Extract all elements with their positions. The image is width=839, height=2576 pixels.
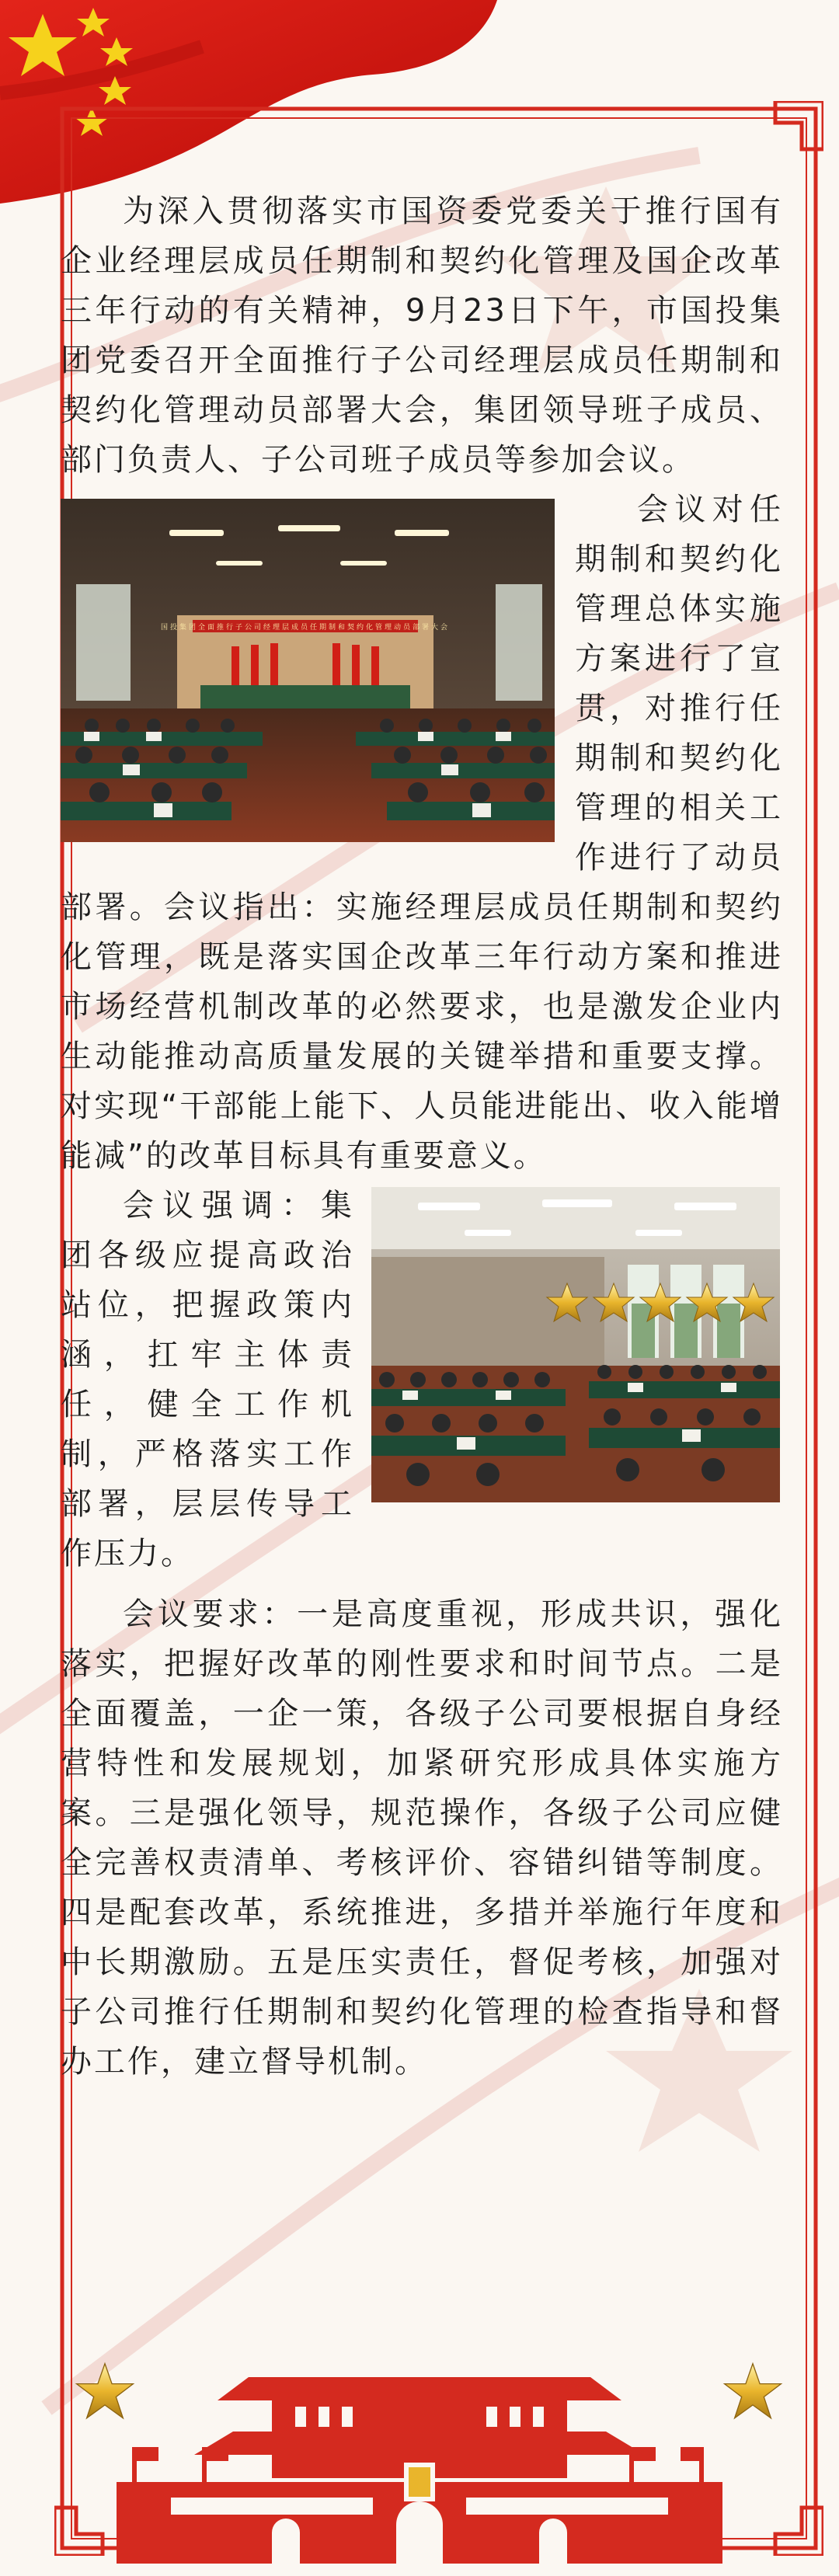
meeting-photo-2 (371, 1187, 780, 1502)
paragraph-emphasis: 会议强调：集团各级应提高政治站位，把握政策内涵，扛牢主体责任，健全工作机制，严格落实工作部署，层层传导工作压力。 (61, 1188, 354, 1572)
gold-stars-row (544, 1280, 777, 1327)
meeting-banner-text: 国投集团全面推行子公司经理层成员任期制和契约化管理动员部署大会 (160, 624, 451, 632)
star-icon (594, 1283, 634, 1321)
meeting-photo-1 (61, 499, 555, 842)
star-icon (733, 1283, 774, 1321)
paragraph-intro: 为深入贯彻落实市国资委党委关于推行国有企业经理层成员任期制和契约化管理及国企改革三年行动的有关精神，9月23日下午，市国投集团党委召开全面推行子公司经理层成员任期制和契约化管理动员部署大会，集团领导班子成员、部门负责人、子公司班子成员等参加会议。 (61, 193, 783, 478)
tiananmen-gate-illustration (117, 2346, 722, 2564)
paragraph-requirements: 会议要求：一是高度重视，形成共识，强化落实，把握好改革的刚性要求和时间节点。二是全面覆盖，一企一策，各级子公司要根据自身经营特性和发展规划，加紧研究形成具体实施方案。三是强化领导，规范操作，各级子公司应健全完善权责清单、考核评价、容错纠错等制度。四是配套改革，系统推进，多措并举施行年度和中长期激励。五是压实责任，督促考核，加强对子公司推行任期制和契约化管理的检查指导和督办工作，建立督导机制。 (61, 1596, 783, 2080)
gold-star-right-icon (722, 2362, 783, 2422)
paragraph-deployment: 会议对任期制和契约化管理总体实施方案进行了宣贯，对推行任期制和契约化管理的相关工作进行了动员部署。会议指出：实施经理层成员任期制和契约化管理，既是落实国企改革三年行动方案和推进市场经营机制改革的必然要求，也是激发企业内生动能推动高质量发展的关键举措和重要支撑。对实现“干部能上能下、人员能进能出、收入能增能减”的改革目标具有重要意义。 (61, 492, 783, 1174)
star-icon (547, 1283, 587, 1321)
article-body (61, 186, 783, 2087)
star-icon (687, 1283, 727, 1321)
star-icon (640, 1283, 681, 1321)
